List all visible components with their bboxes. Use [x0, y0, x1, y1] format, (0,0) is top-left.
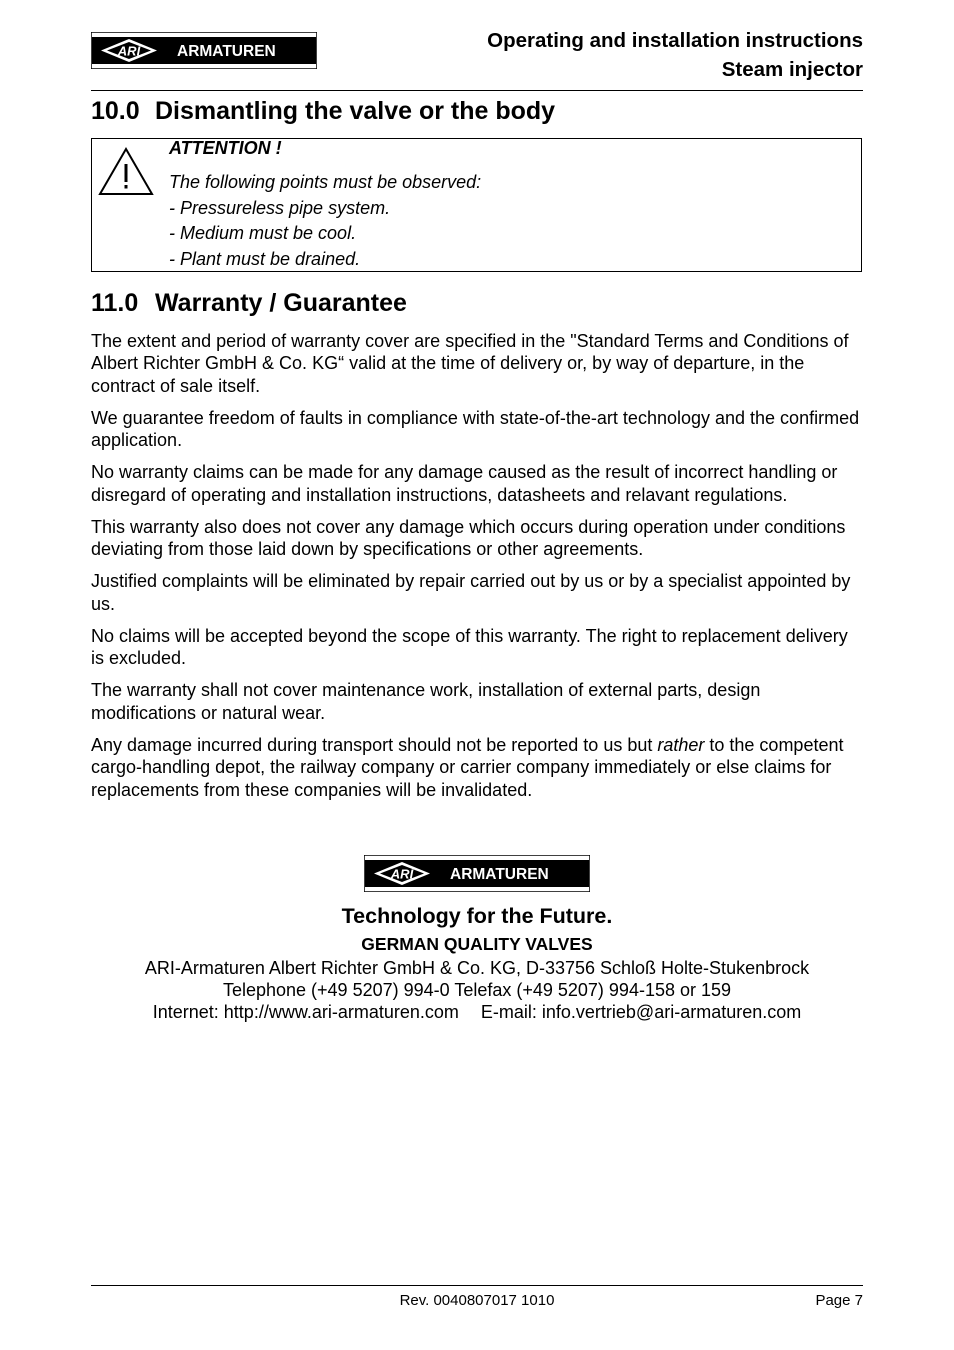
warning-triangle-icon — [97, 145, 155, 197]
ari-logo-graphic — [91, 32, 317, 69]
warranty-paragraph-last — [91, 734, 863, 801]
warranty-paragraph: The warranty shall not cover maintenance work, installation of external parts, design modifications or natural wear. — [91, 680, 761, 723]
revision-number: Rev. 0040807017 1010 — [399, 1292, 555, 1309]
svg-text:ARMATUREN: ARMATUREN — [177, 43, 276, 60]
page-number: Page 7 — [815, 1292, 863, 1309]
warranty-paragraph: This warranty also does not cover any damage which occurs during operation under conditions deviating from those laid down by specifications or other agreements. — [91, 516, 846, 560]
company-contact — [0, 957, 954, 1024]
warranty-paragraph: The extent and period of warranty cover are specified in the "Standard Terms and Conditions of Albert Richter GmbH & Co. KG“ valid at the time of delivery or, by way of departure, in the contract of sale itself. — [91, 331, 849, 396]
warranty-paragraph: No claims will be accepted beyond the scope of this warranty. The right to replacement delivery is excluded. — [91, 625, 848, 669]
company-internet: Internet: http://www.ari-armaturen.com — [152, 1002, 459, 1023]
attention-point: - Medium must be cool. — [169, 223, 357, 243]
header-divider — [91, 90, 863, 91]
attention-point: - Pressureless pipe system. — [169, 197, 391, 218]
warranty-paragraph: We guarantee freedom of faults in compliance with state-of-the-art technology and the confirmed application. — [91, 407, 860, 451]
footer-divider — [91, 1285, 863, 1286]
last-paragraph-end: to the competent cargo-handling depot, the railway company or carrier company immediately or else claims for replacements from these companies will be invalidated. — [91, 734, 844, 800]
document-title-line1: Operating and installation instructions — [487, 29, 863, 52]
company-slogan: Technology for the Future. — [341, 904, 613, 928]
section-11-title: Warranty / Guarantee — [155, 289, 407, 317]
section-11-heading — [91, 289, 407, 318]
attention-point: - Plant must be drained. — [169, 248, 361, 269]
warranty-paragraph: No warranty claims can be made for any damage caused as the result of incorrect handling or disregard of operating and installation instructions, datasheets and relavant regulations. — [91, 462, 838, 505]
section-10-number: 10.0 — [91, 97, 140, 125]
document-title-line2: Steam injector — [721, 58, 863, 81]
last-paragraph-start: Any damage incurred during transport should not be reported to us but — [91, 734, 658, 755]
svg-text:ARI: ARI — [117, 43, 141, 59]
company-web-line — [0, 1001, 954, 1023]
attention-heading: ATTENTION ! — [169, 138, 282, 158]
document-title — [487, 26, 863, 84]
attention-text — [169, 138, 481, 272]
attention-intro: The following points must be observed: — [169, 172, 482, 192]
section-10-title: Dismantling the valve or the body — [155, 97, 556, 125]
warranty-body — [91, 330, 863, 811]
attention-box — [91, 138, 862, 272]
section-10-heading — [91, 97, 555, 126]
company-email: E-mail: info.vertrieb@ari-armaturen.com — [480, 1002, 802, 1023]
company-phone: Telephone (+49 5207) 994-0 Telefax (+49 5207) 994-158 or 159 — [222, 980, 732, 1001]
company-tagline: GERMAN QUALITY VALVES — [361, 934, 593, 954]
warranty-paragraph: Justified complaints will be eliminated by repair carried out by us or by a specialist appointed by us. — [91, 571, 851, 614]
section-11-number: 11.0 — [91, 289, 139, 317]
svg-text:ARI: ARI — [390, 866, 414, 882]
ari-logo-header — [91, 32, 317, 69]
ari-logo-graphic — [364, 855, 590, 892]
company-address: ARI-Armaturen Albert Richter GmbH & Co. KG, D-33756 Schloß Holte-Stukenbrock — [144, 958, 810, 978]
ari-logo-footer — [364, 855, 590, 892]
svg-text:ARMATUREN: ARMATUREN — [450, 866, 549, 883]
last-paragraph-emphasis: rather — [657, 734, 705, 755]
